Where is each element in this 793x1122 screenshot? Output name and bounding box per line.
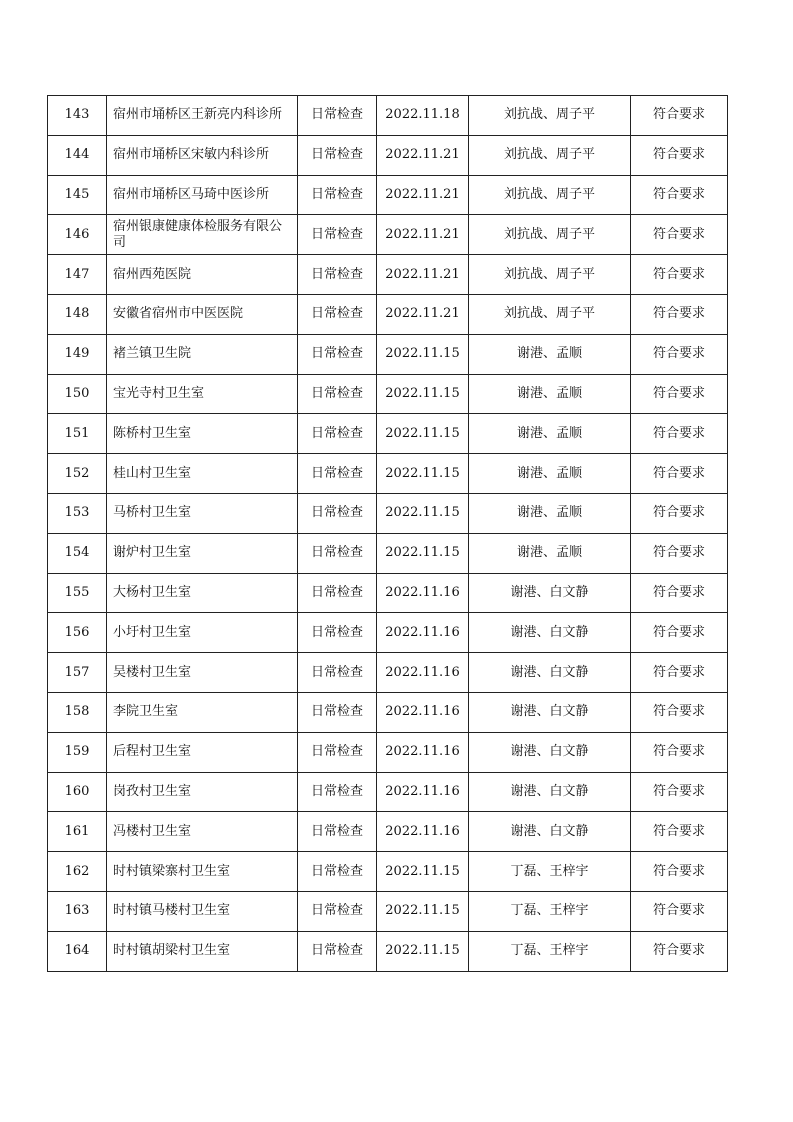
table-row: [48, 175, 728, 215]
institution-name-cell: 宿州市埇桥区宋敏内科诊所: [107, 135, 298, 175]
table-row: [48, 812, 728, 852]
institution-name-cell: 宿州市埇桥区马琦中医诊所: [107, 175, 298, 215]
table-row: [48, 414, 728, 454]
inspectors-cell: 谢港、白文静: [469, 812, 631, 852]
inspectors-cell: 刘抗战、周子平: [469, 294, 631, 334]
institution-name-cell: 后程村卫生室: [107, 732, 298, 772]
inspection-type-cell: 日常检查: [298, 812, 377, 852]
inspection-type-cell: 日常检查: [298, 852, 377, 892]
institution-name-cell: 吴楼村卫生室: [107, 653, 298, 693]
inspection-type-cell: 日常检查: [298, 493, 377, 533]
row-number-cell: 162: [48, 852, 107, 892]
inspectors-cell: 谢港、白文静: [469, 772, 631, 812]
inspection-date-cell: 2022.11.21: [377, 255, 469, 295]
institution-name-cell: 时村镇梁寨村卫生室: [107, 852, 298, 892]
table-row: [48, 772, 728, 812]
inspection-result-cell: 符合要求: [631, 414, 728, 454]
inspectors-cell: 丁磊、王梓宇: [469, 931, 631, 971]
institution-name-cell: 时村镇马楼村卫生室: [107, 891, 298, 931]
table-row: [48, 135, 728, 175]
inspection-date-cell: 2022.11.15: [377, 931, 469, 971]
row-number-cell: 145: [48, 175, 107, 215]
table-row: [48, 334, 728, 374]
inspectors-cell: 谢港、白文静: [469, 692, 631, 732]
inspection-result-cell: 符合要求: [631, 294, 728, 334]
inspectors-cell: 谢港、孟顺: [469, 414, 631, 454]
inspection-type-cell: 日常检查: [298, 772, 377, 812]
inspection-result-cell: 符合要求: [631, 732, 728, 772]
table-row: [48, 891, 728, 931]
inspection-date-cell: 2022.11.15: [377, 454, 469, 494]
inspection-date-cell: 2022.11.16: [377, 573, 469, 613]
inspection-date-cell: 2022.11.16: [377, 812, 469, 852]
inspection-type-cell: 日常检查: [298, 732, 377, 772]
inspection-date-cell: 2022.11.18: [377, 96, 469, 136]
table-row: [48, 692, 728, 732]
row-number-cell: 147: [48, 255, 107, 295]
inspection-result-cell: 符合要求: [631, 891, 728, 931]
row-number-cell: 163: [48, 891, 107, 931]
table-row: [48, 215, 728, 255]
institution-name-cell: 安徽省宿州市中医医院: [107, 294, 298, 334]
inspection-date-cell: 2022.11.15: [377, 414, 469, 454]
inspection-result-cell: 符合要求: [631, 812, 728, 852]
inspection-result-cell: 符合要求: [631, 613, 728, 653]
inspectors-cell: 谢港、孟顺: [469, 374, 631, 414]
inspectors-cell: 刘抗战、周子平: [469, 96, 631, 136]
institution-name-cell: 大杨村卫生室: [107, 573, 298, 613]
row-number-cell: 150: [48, 374, 107, 414]
inspection-result-cell: 符合要求: [631, 215, 728, 255]
inspection-date-cell: 2022.11.21: [377, 294, 469, 334]
inspection-date-cell: 2022.11.15: [377, 334, 469, 374]
table-row: [48, 573, 728, 613]
inspection-result-cell: 符合要求: [631, 692, 728, 732]
table-row: [48, 255, 728, 295]
inspection-result-cell: 符合要求: [631, 135, 728, 175]
row-number-cell: 146: [48, 215, 107, 255]
table-row: [48, 852, 728, 892]
row-number-cell: 159: [48, 732, 107, 772]
inspectors-cell: 谢港、白文静: [469, 573, 631, 613]
inspection-type-cell: 日常检查: [298, 96, 377, 136]
institution-name-cell: 宿州银康健康体检服务有限公司: [107, 215, 298, 255]
institution-name-cell: 岗孜村卫生室: [107, 772, 298, 812]
row-number-cell: 148: [48, 294, 107, 334]
inspection-type-cell: 日常检查: [298, 414, 377, 454]
row-number-cell: 155: [48, 573, 107, 613]
inspection-date-cell: 2022.11.15: [377, 533, 469, 573]
inspectors-cell: 丁磊、王梓宇: [469, 852, 631, 892]
inspection-date-cell: 2022.11.15: [377, 852, 469, 892]
row-number-cell: 143: [48, 96, 107, 136]
inspection-result-cell: 符合要求: [631, 454, 728, 494]
inspectors-cell: 谢港、白文静: [469, 653, 631, 693]
row-number-cell: 144: [48, 135, 107, 175]
table-row: [48, 374, 728, 414]
institution-name-cell: 褚兰镇卫生院: [107, 334, 298, 374]
inspectors-cell: 刘抗战、周子平: [469, 215, 631, 255]
inspection-result-cell: 符合要求: [631, 653, 728, 693]
institution-name-cell: 李院卫生室: [107, 692, 298, 732]
inspectors-cell: 谢港、孟顺: [469, 454, 631, 494]
institution-name-cell: 宝光寺村卫生室: [107, 374, 298, 414]
institution-name-cell: 马桥村卫生室: [107, 493, 298, 533]
inspection-date-cell: 2022.11.15: [377, 374, 469, 414]
inspection-type-cell: 日常检查: [298, 135, 377, 175]
inspectors-cell: 谢港、孟顺: [469, 493, 631, 533]
inspectors-cell: 丁磊、王梓宇: [469, 891, 631, 931]
institution-name-cell: 宿州西苑医院: [107, 255, 298, 295]
institution-name-cell: 陈桥村卫生室: [107, 414, 298, 454]
row-number-cell: 157: [48, 653, 107, 693]
table-row: [48, 613, 728, 653]
institution-name-cell: 宿州市埇桥区王新亮内科诊所: [107, 96, 298, 136]
inspection-result-cell: 符合要求: [631, 573, 728, 613]
inspection-type-cell: 日常检查: [298, 613, 377, 653]
row-number-cell: 154: [48, 533, 107, 573]
inspection-type-cell: 日常检查: [298, 255, 377, 295]
inspection-type-cell: 日常检查: [298, 692, 377, 732]
inspection-result-cell: 符合要求: [631, 533, 728, 573]
row-number-cell: 156: [48, 613, 107, 653]
inspection-type-cell: 日常检查: [298, 374, 377, 414]
table-row: [48, 454, 728, 494]
inspectors-cell: 刘抗战、周子平: [469, 255, 631, 295]
inspection-result-cell: 符合要求: [631, 255, 728, 295]
inspection-date-cell: 2022.11.15: [377, 493, 469, 533]
inspection-date-cell: 2022.11.16: [377, 732, 469, 772]
inspection-result-cell: 符合要求: [631, 772, 728, 812]
table-row: [48, 653, 728, 693]
inspection-date-cell: 2022.11.21: [377, 135, 469, 175]
row-number-cell: 149: [48, 334, 107, 374]
table-row: [48, 931, 728, 971]
inspection-date-cell: 2022.11.15: [377, 891, 469, 931]
inspection-result-cell: 符合要求: [631, 334, 728, 374]
inspection-type-cell: 日常检查: [298, 454, 377, 494]
table-row: [48, 533, 728, 573]
inspection-type-cell: 日常检查: [298, 533, 377, 573]
inspection-date-cell: 2022.11.16: [377, 613, 469, 653]
inspection-type-cell: 日常检查: [298, 653, 377, 693]
inspection-date-cell: 2022.11.16: [377, 692, 469, 732]
row-number-cell: 151: [48, 414, 107, 454]
inspection-date-cell: 2022.11.21: [377, 175, 469, 215]
inspection-result-cell: 符合要求: [631, 931, 728, 971]
table-row: [48, 493, 728, 533]
institution-name-cell: 小圩村卫生室: [107, 613, 298, 653]
institution-name-cell: 桂山村卫生室: [107, 454, 298, 494]
inspection-result-cell: 符合要求: [631, 852, 728, 892]
institution-name-cell: 谢炉村卫生室: [107, 533, 298, 573]
row-number-cell: 153: [48, 493, 107, 533]
inspection-type-cell: 日常检查: [298, 334, 377, 374]
inspection-result-cell: 符合要求: [631, 96, 728, 136]
inspectors-cell: 谢港、孟顺: [469, 334, 631, 374]
table-row: [48, 732, 728, 772]
table-row: [48, 294, 728, 334]
inspection-type-cell: 日常检查: [298, 215, 377, 255]
inspection-date-cell: 2022.11.21: [377, 215, 469, 255]
inspectors-cell: 刘抗战、周子平: [469, 135, 631, 175]
inspection-result-cell: 符合要求: [631, 374, 728, 414]
inspection-table: [47, 95, 728, 972]
inspection-result-cell: 符合要求: [631, 493, 728, 533]
inspectors-cell: 谢港、白文静: [469, 613, 631, 653]
table-row: [48, 96, 728, 136]
institution-name-cell: 冯楼村卫生室: [107, 812, 298, 852]
inspectors-cell: 刘抗战、周子平: [469, 175, 631, 215]
inspection-type-cell: 日常检查: [298, 891, 377, 931]
inspection-result-cell: 符合要求: [631, 175, 728, 215]
row-number-cell: 158: [48, 692, 107, 732]
institution-name-cell: 时村镇胡梁村卫生室: [107, 931, 298, 971]
inspection-date-cell: 2022.11.16: [377, 653, 469, 693]
row-number-cell: 160: [48, 772, 107, 812]
row-number-cell: 161: [48, 812, 107, 852]
inspection-type-cell: 日常检查: [298, 573, 377, 613]
inspection-type-cell: 日常检查: [298, 294, 377, 334]
inspectors-cell: 谢港、白文静: [469, 732, 631, 772]
inspectors-cell: 谢港、孟顺: [469, 533, 631, 573]
row-number-cell: 152: [48, 454, 107, 494]
row-number-cell: 164: [48, 931, 107, 971]
inspection-table-body: [48, 96, 728, 972]
inspection-type-cell: 日常检查: [298, 175, 377, 215]
inspection-type-cell: 日常检查: [298, 931, 377, 971]
inspection-date-cell: 2022.11.16: [377, 772, 469, 812]
